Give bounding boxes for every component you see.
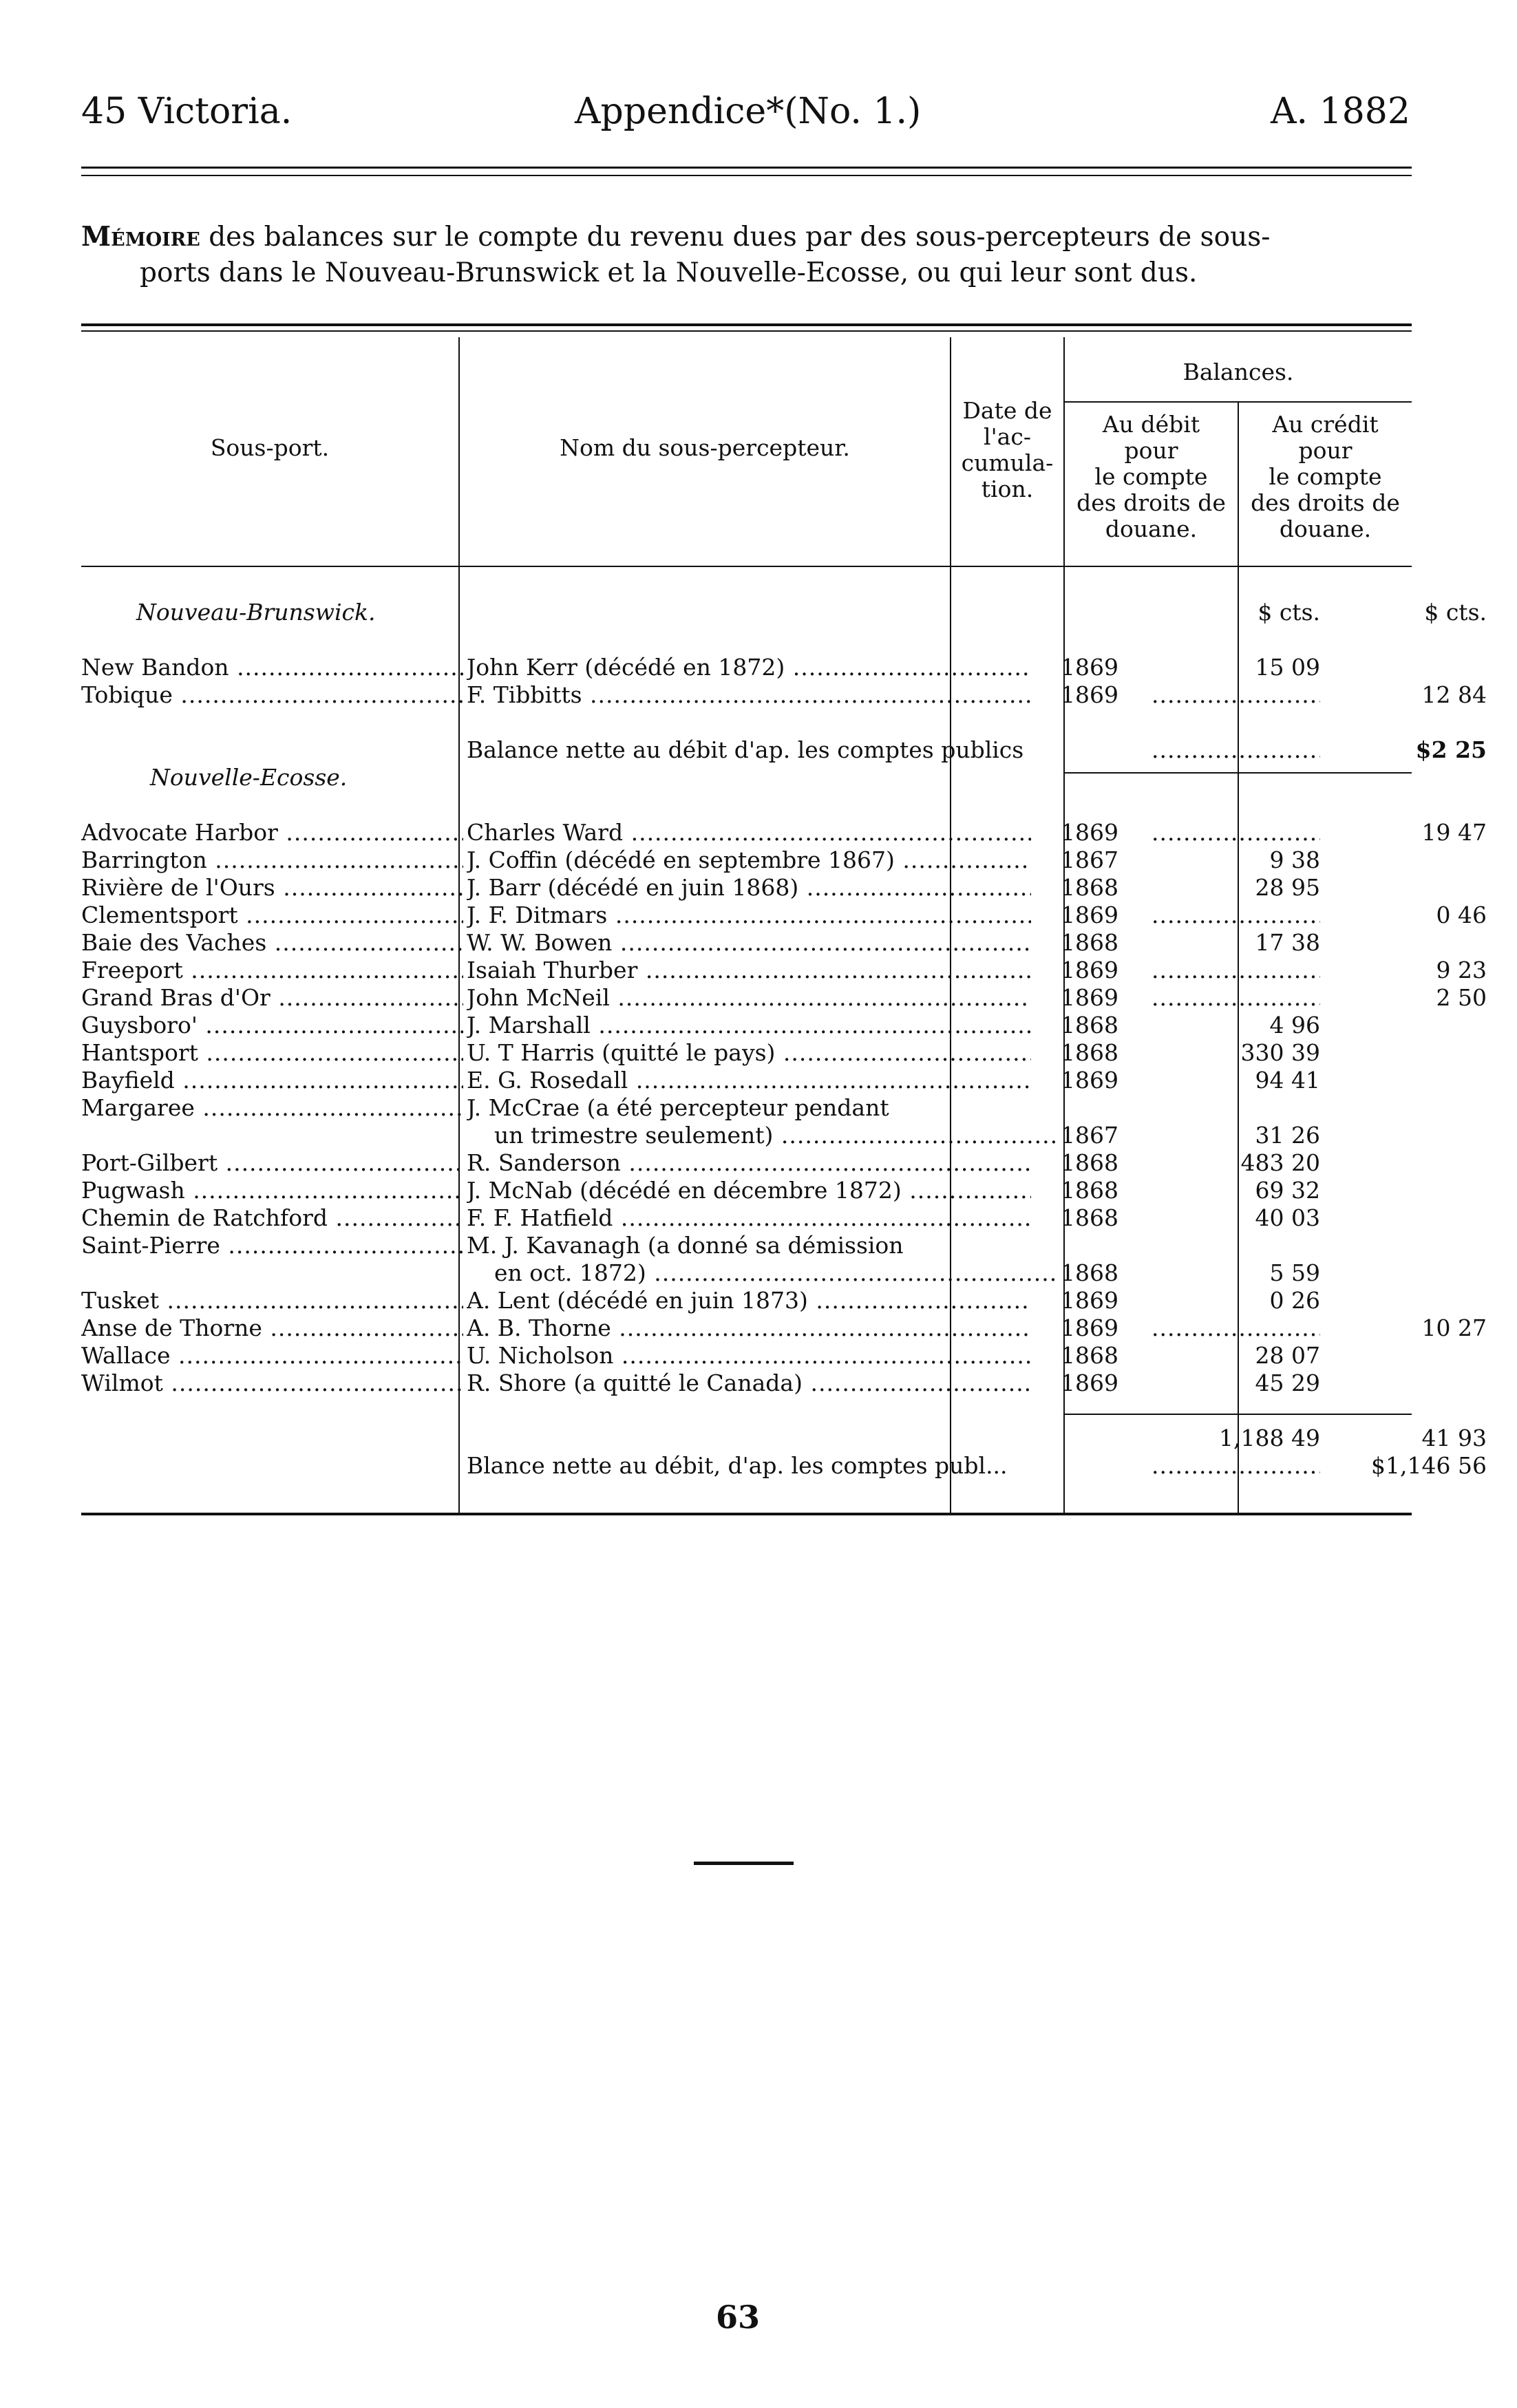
title-lead: Mémoire: [81, 221, 200, 253]
total-credit: 41 93: [1421, 1425, 1487, 1451]
section-title: Nouvelle-Ecosse.: [150, 764, 348, 791]
totals-rule: [1065, 1414, 1412, 1415]
table-row: Pugwash ..... J. McNab (décédé en décembre 1872) ..... 1868 69 32: [81, 1177, 1412, 1204]
table-top-rule: [81, 323, 1412, 326]
units-debit: $ cts.: [1258, 599, 1320, 626]
table-row: Advocate Harbor ..... Charles Ward ..... 1869 ..... 19 47: [81, 819, 1412, 846]
page-number: 63: [716, 2299, 761, 2336]
table-row: Wallace ..... U. Nicholson ..... 1868 28 07: [81, 1342, 1412, 1370]
col-header-port: Sous-port.: [210, 434, 330, 461]
table-row: Port-Gilbert ..... R. Sanderson ..... 1868 483 20: [81, 1149, 1412, 1177]
col-header-debit: Au débit pour le compte des droits de douane.: [1076, 411, 1226, 542]
table-row: Bayfield ..... E. G. Rosedall ..... 1869 94 41: [81, 1067, 1412, 1094]
title-line-1: des balances sur le compte du revenu dues par des sous-percepteurs de sous-: [209, 222, 1271, 253]
total-debit: 1,188 49: [1219, 1425, 1320, 1451]
table-bottom-rule: [81, 1513, 1412, 1515]
col-header-balances: Balances.: [1182, 359, 1294, 385]
balances-rule: [1065, 401, 1412, 403]
table-row: Anse de Thorne ..... A. B. Thorne ..... 1869 ..... 10 27: [81, 1314, 1412, 1342]
col-header-credit: Au crédit pour le compte des droits de douane.: [1251, 411, 1400, 542]
running-head-left: 45 Victoria.: [81, 91, 293, 132]
running-head-center: Appendice*(No. 1.): [575, 91, 922, 132]
header-rule-top: [81, 167, 1412, 169]
header-rule-bottom: [81, 175, 1412, 176]
table-row: Hantsport ..... U. T Harris (quitté le pays) ..... 1868 330 39: [81, 1039, 1412, 1067]
section-title: Nouveau-Brunswick.: [136, 599, 376, 626]
table-row: Tobique ..... F. Tibbitts ..... 1869 ..... 12 84: [81, 681, 1412, 709]
running-head-right: A. 1882: [1271, 91, 1410, 132]
table-row: Baie des Vaches ..... W. W. Bowen ..... 1868 17 38: [81, 929, 1412, 957]
table-top-rule-2: [81, 330, 1412, 332]
net-balance-row: Blance nette au débit, d'ap. les comptes publ... ..... $1,146 56: [81, 1452, 1412, 1480]
table-row: Freeport ..... Isaiah Thurber ..... 1869 ..... 9 23: [81, 957, 1412, 984]
net-balance-row: Balance nette au débit d'ap. les comptes publics ..... $2 25: [81, 736, 1412, 764]
totals-row: [81, 1425, 1487, 1452]
table-row: Wilmot ..... R. Shore (a quitté le Canada) ..... 1869 45 29: [81, 1370, 1412, 1397]
closing-rule: [694, 1862, 794, 1865]
table-row: Clementsport ..... J. F. Ditmars ..... 1869 ..... 0 46: [81, 902, 1412, 929]
table-row: New Bandon ..... John Kerr (décédé en 1872) ..... 1869 15 09: [81, 654, 1412, 681]
net-credit: $1,146 56: [1371, 1452, 1487, 1479]
table-row: Margaree ..... J. McCrae (a été percepteur pendant un trimestre seulement) ..... 1867 31 26: [81, 1094, 1412, 1149]
table-row: Guysboro' ..... J. Marshall ..... 1868 4 96: [81, 1012, 1412, 1039]
table-row: Tusket ..... A. Lent (décédé en juin 1873) ..... 1869 0 26: [81, 1287, 1412, 1314]
units-credit: $ cts.: [1424, 599, 1487, 626]
table-row: Rivière de l'Ours ..... J. Barr (décédé en juin 1868) ..... 1868 28 95: [81, 874, 1412, 902]
balances-table: [81, 323, 1487, 1514]
table-title: [81, 219, 1412, 291]
col-header-date: Date de l'ac- cumula- tion.: [961, 397, 1054, 502]
header-bottom-rule: [81, 566, 1412, 567]
title-line-2: ports dans le Nouveau-Brunswick et la Nouvelle-Ecosse, ou qui leur sont dus.: [140, 257, 1198, 288]
table-row: Barrington ..... J. Coffin (décédé en septembre 1867) ..... 1867 9 38: [81, 846, 1412, 874]
table-row: Chemin de Ratchford ..... F. F. Hatfield ..... 1868 40 03: [81, 1204, 1412, 1232]
table-row: Grand Bras d'Or ..... John McNeil ..... 1869 ..... 2 50: [81, 984, 1412, 1012]
col-header-name: Nom du sous-percepteur.: [560, 434, 850, 461]
net-rule-1: [1065, 772, 1412, 774]
table-row: Saint-Pierre ..... M. J. Kavanagh (a donné sa démission en oct. 1872) ..... 1868 5 59: [81, 1232, 1412, 1287]
